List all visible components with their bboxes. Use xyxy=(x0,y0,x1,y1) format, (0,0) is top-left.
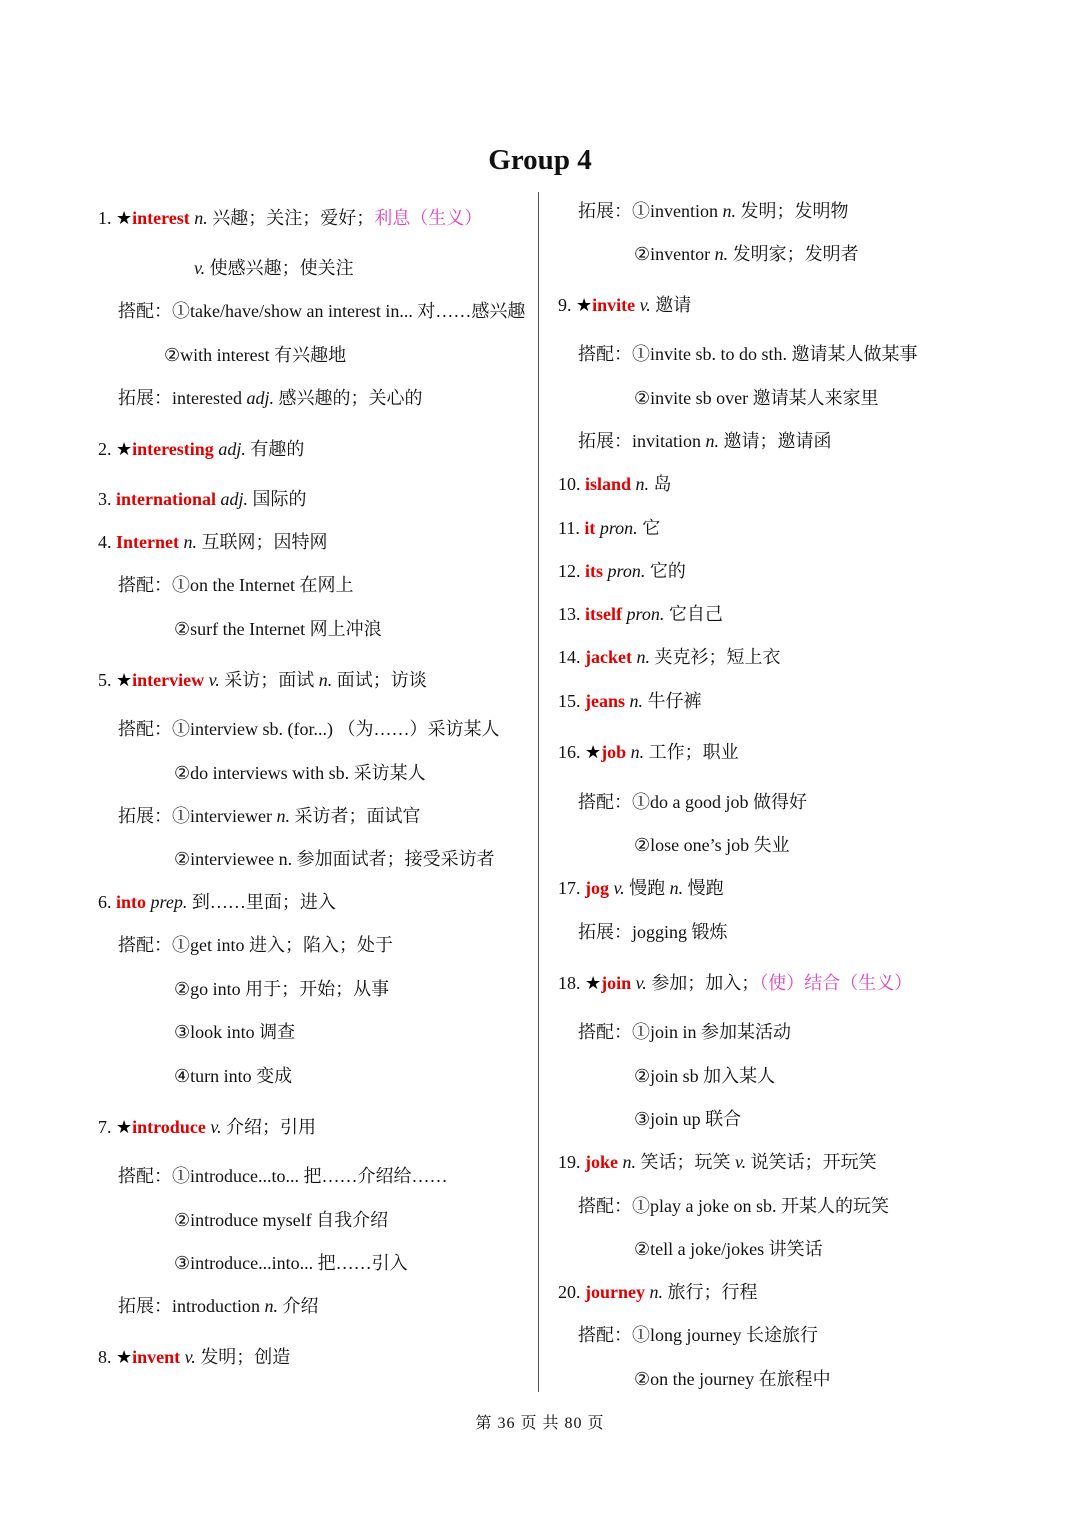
entry-jacket xyxy=(558,645,780,669)
part-of-speech: n. xyxy=(625,691,643,711)
headword: journey xyxy=(585,1282,645,1302)
collocation-line: ③join up 联合 xyxy=(634,1109,742,1129)
collocation-line: 搭配：①do a good job 做得好 xyxy=(578,792,807,812)
headword: it xyxy=(584,518,596,538)
part-of-speech: n. xyxy=(631,474,650,494)
entry-interest-verb xyxy=(194,256,354,280)
definition: 到……里面；进入 xyxy=(187,892,336,912)
entry-number: 3. xyxy=(98,489,116,509)
entry-internet xyxy=(98,530,327,554)
definition: 工作；职业 xyxy=(644,742,739,762)
definition: 发明；发明物 xyxy=(736,201,849,221)
definition: 介绍；引用 xyxy=(221,1117,316,1137)
part-of-speech: pron. xyxy=(621,604,665,624)
entry-it xyxy=(558,516,660,540)
part-of-speech: n. xyxy=(705,431,719,451)
entry-number: 2. xyxy=(98,439,116,459)
entry-number: 8. xyxy=(98,1347,116,1367)
entry-number: 12. xyxy=(558,561,585,581)
collocation-line: ②lose one’s job 失业 xyxy=(634,835,790,855)
part-of-speech: adj. xyxy=(213,439,246,459)
definition: 采访者；面试官 xyxy=(289,806,421,826)
collocation-line: 搭配：①invite sb. to do sth. 邀请某人做某事 xyxy=(578,344,918,364)
collocation-line: 搭配：①long journey 长途旅行 xyxy=(578,1325,818,1345)
extension-text: 拓展：introduction xyxy=(118,1296,265,1316)
headword: jacket xyxy=(585,647,632,667)
entry-island xyxy=(558,472,672,496)
collocation-line: ②on the journey 在旅程中 xyxy=(634,1369,831,1389)
headword: invite xyxy=(592,295,636,315)
extension-text: 拓展：invitation xyxy=(578,431,706,451)
extension-text: ②inventor xyxy=(634,244,715,264)
entry-joke xyxy=(558,1150,877,1174)
part-of-speech: v. xyxy=(204,670,220,690)
extension-line: ②interviewee n. 参加面试者；接受采访者 xyxy=(174,849,495,869)
entry-job xyxy=(558,740,739,764)
definition: 邀请 xyxy=(650,295,692,315)
collocation-line: ②go into 用于；开始；从事 xyxy=(174,979,390,999)
entry-interesting xyxy=(98,437,304,461)
definition: 邀请；邀请函 xyxy=(719,431,832,451)
definition: 介绍 xyxy=(278,1296,319,1316)
part-of-speech: n. xyxy=(714,244,729,264)
headword: jeans xyxy=(585,691,625,711)
star-icon: ★ xyxy=(116,670,133,690)
entry-its xyxy=(558,559,686,583)
part-of-speech: pron. xyxy=(595,518,638,538)
collocation-line: ②surf the Internet 网上冲浪 xyxy=(174,619,382,639)
definition: 它 xyxy=(637,518,661,538)
headword: introduce xyxy=(132,1117,206,1137)
entry-interest xyxy=(98,206,482,230)
collocation-line: 搭配：①take/have/show an interest in... 对……感兴趣 xyxy=(118,301,526,321)
page-title: Group 4 xyxy=(488,144,592,176)
entry-interview xyxy=(98,668,427,692)
extension-line xyxy=(118,1294,319,1318)
star-icon: ★ xyxy=(116,208,133,228)
part-of-speech: v. xyxy=(205,1117,222,1137)
definition: 发明；创造 xyxy=(195,1347,291,1367)
headword: into xyxy=(116,892,147,912)
collocation-line: ②with interest 有兴趣地 xyxy=(164,345,347,365)
part-of-speech: n. xyxy=(669,878,684,898)
part-of-speech: n. xyxy=(189,208,208,228)
extended-meaning: 利息（生义） xyxy=(374,208,483,228)
extended-meaning: （使）结合（生义） xyxy=(759,973,913,993)
collocation-line: ②invite sb over 邀请某人来家里 xyxy=(634,388,879,408)
collocation-line: ②join sb 加入某人 xyxy=(634,1066,776,1086)
part-of-speech: v. xyxy=(631,973,647,993)
headword: interesting xyxy=(132,439,214,459)
headword: its xyxy=(585,561,603,581)
entry-invite xyxy=(558,293,691,317)
definition: 岛 xyxy=(649,474,672,494)
entry-international xyxy=(98,487,307,511)
definition: 兴趣；关注；爱好； xyxy=(207,208,375,228)
part-of-speech: v. xyxy=(735,1152,747,1172)
definition: 笑话；玩笑 xyxy=(636,1152,735,1172)
definition: 面试；访谈 xyxy=(332,670,427,690)
part-of-speech: pron. xyxy=(603,561,646,581)
star-icon: ★ xyxy=(576,295,593,315)
collocation-line: ②tell a joke/jokes 讲笑话 xyxy=(634,1239,823,1259)
part-of-speech: v. xyxy=(609,878,625,898)
entry-number: 4. xyxy=(98,532,116,552)
entry-number: 13. xyxy=(558,604,585,624)
collocation-line: ③look into 调查 xyxy=(174,1022,296,1042)
collocation-line: ④turn into 变成 xyxy=(174,1066,293,1086)
headword: job xyxy=(601,742,627,762)
entry-join xyxy=(558,971,912,995)
headword: invent xyxy=(132,1347,181,1367)
entry-into xyxy=(98,890,336,914)
entry-number: 11. xyxy=(558,518,585,538)
entry-number: 15. xyxy=(558,691,585,711)
headword: interest xyxy=(132,208,190,228)
entry-number: 6. xyxy=(98,892,116,912)
entry-number: 20. xyxy=(558,1282,585,1302)
star-icon: ★ xyxy=(116,1117,133,1137)
definition: 有趣的 xyxy=(245,439,305,459)
part-of-speech: adj. xyxy=(246,388,274,408)
extension-line: 拓展：jogging 锻炼 xyxy=(578,922,728,942)
headword: jog xyxy=(585,878,609,898)
page-footer: 第 36 页 共 80 页 xyxy=(475,1415,605,1432)
entry-jeans xyxy=(558,689,702,713)
part-of-speech: n. xyxy=(178,532,197,552)
entry-number: 18. xyxy=(558,973,585,993)
definition: 国际的 xyxy=(248,489,307,509)
entry-number: 1. xyxy=(98,208,116,228)
entry-number: 9. xyxy=(558,295,576,315)
definition: 感兴趣的；关心的 xyxy=(274,388,423,408)
part-of-speech: n. xyxy=(618,1152,636,1172)
definition: 参加；加入； xyxy=(646,973,760,993)
extension-text: 拓展：①invention xyxy=(578,201,723,221)
collocation-line: ②do interviews with sb. 采访某人 xyxy=(174,763,426,783)
extension-line xyxy=(118,804,420,828)
collocation-line: 搭配：①get into 进入；陷入；处于 xyxy=(118,935,393,955)
definition: 互联网；因特网 xyxy=(196,532,328,552)
collocation-line: ③introduce...into... 把……引入 xyxy=(174,1253,408,1273)
entry-number: 5. xyxy=(98,670,116,690)
definition: 慢跑 xyxy=(683,878,724,898)
entry-number: 10. xyxy=(558,474,585,494)
entry-number: 7. xyxy=(98,1117,116,1137)
extension-line xyxy=(634,242,859,266)
entry-number: 16. xyxy=(558,742,585,762)
star-icon: ★ xyxy=(585,973,602,993)
part-of-speech: n. xyxy=(645,1282,663,1302)
part-of-speech: n. xyxy=(318,670,333,690)
entry-introduce xyxy=(98,1115,316,1139)
star-icon: ★ xyxy=(116,1347,133,1367)
part-of-speech: v. xyxy=(635,295,651,315)
headword: joke xyxy=(585,1152,618,1172)
extension-line xyxy=(578,199,849,223)
headword: international xyxy=(116,489,217,509)
collocation-line: ②introduce myself 自我介绍 xyxy=(174,1210,389,1230)
collocation-line: 搭配：①introduce...to... 把……介绍给…… xyxy=(118,1166,448,1186)
part-of-speech: n. xyxy=(631,647,650,667)
collocation-line: 搭配：①interview sb. (for...) （为……）采访某人 xyxy=(118,719,500,739)
extension-line xyxy=(578,429,832,453)
definition: 它的 xyxy=(645,561,686,581)
definition: 牛仔裤 xyxy=(643,691,702,711)
entry-number: 19. xyxy=(558,1152,585,1172)
definition: 它自己 xyxy=(664,604,723,624)
headword: interview xyxy=(132,670,205,690)
part-of-speech: prep. xyxy=(146,892,188,912)
definition: 采访；面试 xyxy=(219,670,319,690)
definition: 说笑话；开玩笑 xyxy=(746,1152,877,1172)
collocation-line: 搭配：①play a joke on sb. 开某人的玩笑 xyxy=(578,1196,889,1216)
headword: Internet xyxy=(116,532,179,552)
part-of-speech: n. xyxy=(626,742,645,762)
definition: 旅行；行程 xyxy=(663,1282,758,1302)
entry-number: 14. xyxy=(558,647,585,667)
part-of-speech: n. xyxy=(722,201,736,221)
entry-jog xyxy=(558,876,724,900)
headword: island xyxy=(585,474,632,494)
entry-journey xyxy=(558,1280,758,1304)
headword: itself xyxy=(585,604,622,624)
collocation-line: 搭配：①on the Internet 在网上 xyxy=(118,575,354,595)
definition: 夹克衫；短上衣 xyxy=(649,647,781,667)
part-of-speech: v. xyxy=(194,258,206,278)
star-icon: ★ xyxy=(116,439,133,459)
definition: 使感兴趣；使关注 xyxy=(205,258,354,278)
part-of-speech: n. xyxy=(264,1296,278,1316)
definition: 发明家；发明者 xyxy=(728,244,859,264)
extension-line xyxy=(118,386,423,410)
entry-itself xyxy=(558,602,723,626)
extension-text: 拓展：interested xyxy=(118,388,247,408)
headword: join xyxy=(601,973,632,993)
entry-number: 17. xyxy=(558,878,585,898)
part-of-speech: v. xyxy=(180,1347,196,1367)
collocation-line: 搭配：①join in 参加某活动 xyxy=(578,1022,792,1042)
column-divider xyxy=(538,192,539,1392)
star-icon: ★ xyxy=(585,742,602,762)
definition: 慢跑 xyxy=(624,878,670,898)
part-of-speech: adj. xyxy=(216,489,249,509)
part-of-speech: n. xyxy=(276,806,290,826)
entry-invent xyxy=(98,1345,290,1369)
extension-text: 拓展：①interviewer xyxy=(118,806,277,826)
